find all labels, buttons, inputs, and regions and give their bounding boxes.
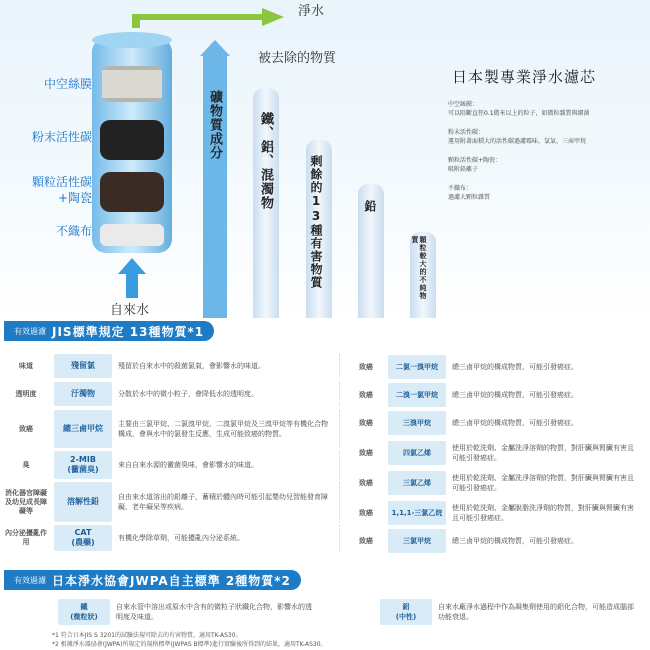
desc-head: 顆粒活性碳+陶瓷： — [448, 157, 502, 164]
row-label: 致癌 — [359, 390, 373, 399]
table-row — [380, 598, 650, 626]
layer-granular-carbon: 顆粒活性碳 +陶瓷 — [31, 175, 92, 205]
row-description: 殘留於自來水中的殺菌氯氣，會影響水的味道。 — [112, 354, 340, 378]
row-substance: 2-MIB (黴菌臭) — [54, 451, 112, 479]
row-description: 使用於乾洗劑、金屬洗淨溶劑的物質，對肝臟與腎臟有害且可能引發癌症。 — [452, 444, 634, 462]
row-description: 自來水廠淨水過程中作為凝集劑使用的鋁化合物，可能造成腦部功能衰退。 — [438, 603, 634, 621]
mineral-arrow — [200, 40, 230, 318]
row-substance: 鋁 (中性) — [380, 599, 432, 625]
row-substance: 三氯乙烯 — [388, 471, 446, 495]
row-description: 有機化學除草劑，可能擾亂內分泌系統。 — [112, 525, 340, 551]
jis-section-header — [4, 321, 214, 341]
desc-head: 不織布： — [448, 185, 473, 192]
row-substance: 鐵 (微粒狀) — [58, 599, 110, 625]
tap-water-label: 自來水 — [110, 303, 150, 318]
row-description: 總三鹵甲烷的構成物質，可能引發癌症。 — [452, 419, 578, 427]
row-substance: CAT (農藥) — [54, 525, 112, 551]
table-row — [4, 382, 344, 406]
row-description: 自來水管中溶出或原水中含有的微粒子狀鐵化合物，影響水的透明度及味道。 — [116, 603, 312, 621]
row-description: 主要由三氯甲烷、二氯溴甲烷、二溴氯甲烷及三溴甲烷等有機化合物構成，會與水中的氯發生反應，生成可能致癌的物質。 — [112, 410, 340, 448]
column-lead: 鉛 — [363, 200, 377, 213]
row-label: 臭 — [22, 460, 30, 469]
column-mineral: 礦物質成分 — [207, 90, 222, 160]
column-iron: 鐵、鋁、混濁物 — [258, 112, 273, 210]
row-substance: 1,1,1-三氯乙烷 — [388, 501, 446, 525]
table-row — [348, 410, 648, 436]
table-row — [348, 382, 648, 408]
row-label: 致癌 — [359, 418, 373, 427]
column-13: 剩餘的13種有害物質 — [309, 155, 323, 289]
row-description: 總三鹵甲烷的構成物質，可能引發癌症。 — [452, 391, 578, 399]
desc-granular-carbon — [448, 156, 648, 174]
tap-water-arrow — [118, 258, 146, 298]
table-row — [4, 354, 344, 378]
row-label: 透明度 — [15, 389, 37, 398]
diagram-title: 日本製專業淨水濾芯 — [452, 68, 597, 86]
table-row — [4, 410, 344, 448]
removed-label: 被去除的物質 — [258, 51, 337, 66]
filter-diagram — [0, 0, 650, 318]
layer-powder-carbon: 粉末活性碳 — [31, 130, 92, 144]
row-label: 致癌 — [359, 508, 373, 517]
row-substance: 三溴甲烷 — [388, 411, 446, 435]
desc-body: 過濾大顆粒雜質 — [448, 194, 491, 201]
row-label: 致癌 — [359, 478, 373, 487]
row-description: 來自自來水源的黴菌臭味，會影響水的味道。 — [112, 451, 340, 479]
table-row — [348, 500, 648, 526]
table-row — [348, 440, 648, 466]
row-substance: 四氯乙烯 — [388, 441, 446, 465]
desc-head: 粉末活性碳： — [448, 129, 485, 136]
row-description: 自由來水道溶出的鉛離子，蓄積於體內時可能引起嬰幼兒智能發育障礙、老年癡呆等疾病。 — [112, 482, 340, 522]
row-description: 使用於乾洗劑、金屬脫脂洗淨劑的物質，對肝臟與腎臟有害且可能引發癌症。 — [452, 504, 634, 522]
layer-nonwoven: 不織布 — [55, 224, 92, 238]
desc-powder-carbon — [448, 128, 648, 146]
row-substance: 總三鹵甲烷 — [54, 410, 112, 448]
row-label: 致癌 — [359, 448, 373, 457]
clean-water-label: 淨水 — [298, 4, 325, 19]
row-substance: 殘留氯 — [54, 354, 112, 378]
row-substance: 汙濁物 — [54, 382, 112, 406]
table-row — [348, 354, 648, 380]
row-description: 總三鹵甲烷的構成物質，可能引發癌症。 — [452, 537, 578, 545]
header-small: 有效過濾 — [14, 575, 46, 585]
desc-body: 吸附鉛離子 — [448, 166, 479, 173]
row-label: 致癌 — [359, 536, 373, 545]
row-label: 致癌 — [359, 362, 373, 371]
footnote-2: *2 根據淨水器協會(JWPA)所規定的規格標準(JWPAS B標準)進行實驗後所得到的結果，適用TK-AS30。 — [52, 641, 327, 648]
table-row — [348, 528, 648, 554]
clean-water-arrow — [126, 6, 286, 28]
desc-nonwoven — [448, 184, 648, 202]
row-description: 分散於水中的微小粒子，會降低水的透明度。 — [112, 382, 340, 406]
row-substance: 三氯甲烷 — [388, 529, 446, 553]
desc-head: 中空絲膜： — [448, 101, 479, 108]
row-label: 內分泌擾亂作用 — [5, 529, 47, 546]
header-big: JIS標準規定 13種物質*1 — [52, 324, 205, 339]
row-label: 味道 — [19, 361, 33, 370]
row-label: 致癌 — [19, 424, 33, 433]
table-row — [4, 525, 344, 551]
desc-body: 可以阻斷直徑0.1微米以上的粒子，如微粒雜質與細菌 — [448, 110, 590, 117]
row-description: 總三鹵甲烷的構成物質，可能引發癌症。 — [452, 363, 578, 371]
table-row — [4, 482, 344, 522]
row-substance: 溶解性鉛 — [54, 482, 112, 522]
header-big: 日本淨水協會JWPA自主標準 2種物質*2 — [52, 573, 291, 588]
row-substance: 二氯一溴甲烷 — [388, 355, 446, 379]
table-row — [348, 470, 648, 496]
row-substance: 二溴一氯甲烷 — [388, 383, 446, 407]
layer-hollow-fiber: 中空絲膜 — [43, 77, 92, 91]
filter-cartridge — [86, 28, 178, 266]
header-small: 有效過濾 — [14, 326, 46, 336]
column-large: 顆粒較大的不純物質 — [411, 236, 427, 300]
row-label: 消化器官障礙及幼兒成長障礙等 — [5, 488, 47, 515]
jwpa-section-header — [4, 570, 301, 590]
desc-body: 運用附著面積大的活性碳過濾霉味、氯氣、三鹵甲烷 — [448, 138, 587, 145]
footnote-1: *1 符合日本JIS S 3201的試驗法規可除去的有害物質，適用TK-AS30。 — [52, 632, 242, 639]
table-row — [4, 451, 344, 479]
desc-hollow-fiber — [448, 100, 648, 118]
table-row — [58, 598, 328, 626]
row-description: 使用於乾洗劑、金屬洗淨溶劑的物質，對肝臟與腎臟有害且可能引發癌症。 — [452, 474, 634, 492]
